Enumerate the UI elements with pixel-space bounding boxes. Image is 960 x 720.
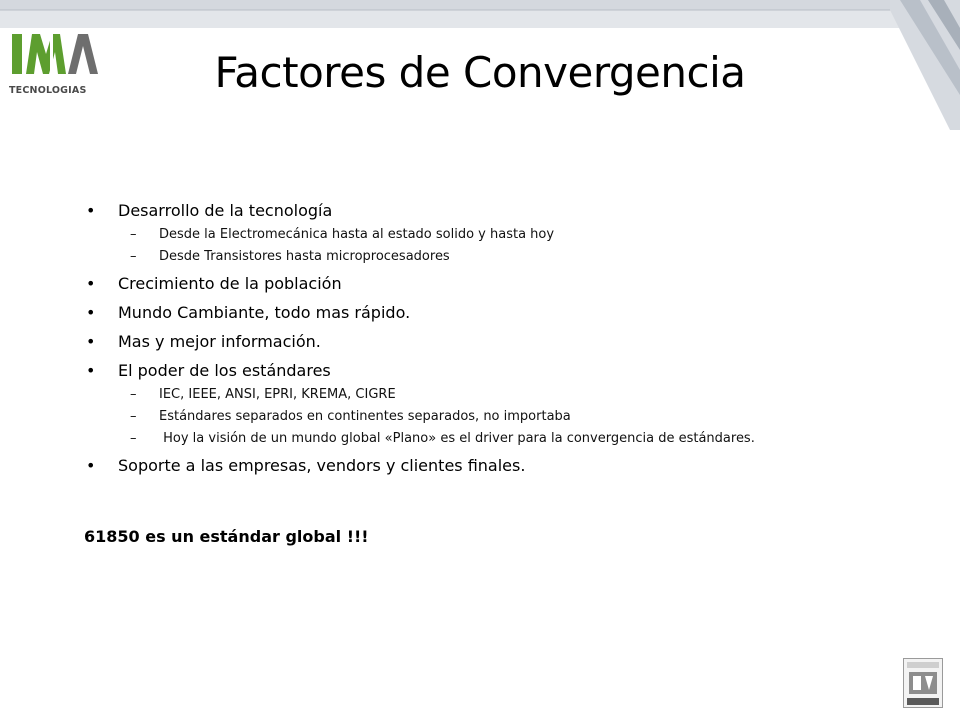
sub-bullet-item bbox=[84, 248, 924, 266]
bullet-item bbox=[84, 303, 924, 323]
bullet-list bbox=[84, 193, 924, 476]
sub-bullet-text: Estándares separados en continentes separados, no importaba bbox=[159, 409, 571, 424]
bullet-marker: • bbox=[86, 332, 96, 351]
sub-bullet-item bbox=[84, 386, 924, 404]
bullet-text: Mas y mejor información. bbox=[118, 332, 321, 351]
slide-title: Factores de Convergencia bbox=[214, 48, 746, 97]
iso-certificate-badge bbox=[903, 658, 943, 708]
bullet-marker: • bbox=[86, 274, 96, 293]
bullet-text: Soporte a las empresas, vendors y clientes finales. bbox=[118, 456, 526, 475]
bullet-text: Desarrollo de la tecnología bbox=[118, 201, 333, 220]
bullet-marker: • bbox=[86, 201, 96, 220]
bullet-item bbox=[84, 361, 924, 381]
dash-marker: – bbox=[130, 249, 137, 264]
sub-bullet-text: Hoy la visión de un mundo global «Plano» es el driver para la convergencia de estándares. bbox=[159, 431, 755, 446]
dash-marker: – bbox=[130, 227, 137, 242]
bullet-item bbox=[84, 332, 924, 352]
bullet-text: El poder de los estándares bbox=[118, 361, 331, 380]
dash-marker: – bbox=[130, 431, 137, 446]
bullet-marker: • bbox=[86, 361, 96, 380]
sub-bullet-text: Desde la Electromecánica hasta al estado solido y hasta hoy bbox=[159, 227, 555, 242]
top-band bbox=[0, 0, 960, 28]
sub-bullet-item bbox=[84, 226, 924, 244]
dash-marker: – bbox=[130, 409, 137, 424]
bullet-item bbox=[84, 201, 924, 221]
bullet-marker: • bbox=[86, 303, 96, 322]
bullet-item bbox=[84, 274, 924, 294]
sub-bullet-item bbox=[84, 408, 924, 426]
sub-bullet-text: IEC, IEEE, ANSI, EPRI, KREMA, CIGRE bbox=[159, 387, 396, 402]
bullet-text: Mundo Cambiante, todo mas rápido. bbox=[118, 303, 411, 322]
logo-subtitle: TECNOLOGIAS bbox=[9, 85, 87, 96]
bullet-item bbox=[84, 456, 924, 476]
sub-bullet-text: Desde Transistores hasta microprocesadores bbox=[159, 249, 450, 264]
bullet-text: Crecimiento de la población bbox=[118, 274, 342, 293]
bullet-marker: • bbox=[86, 456, 96, 475]
sub-bullet-item bbox=[84, 430, 924, 448]
dash-marker: – bbox=[130, 387, 137, 402]
closing-statement: 61850 es un estándar global !!! bbox=[84, 527, 369, 546]
